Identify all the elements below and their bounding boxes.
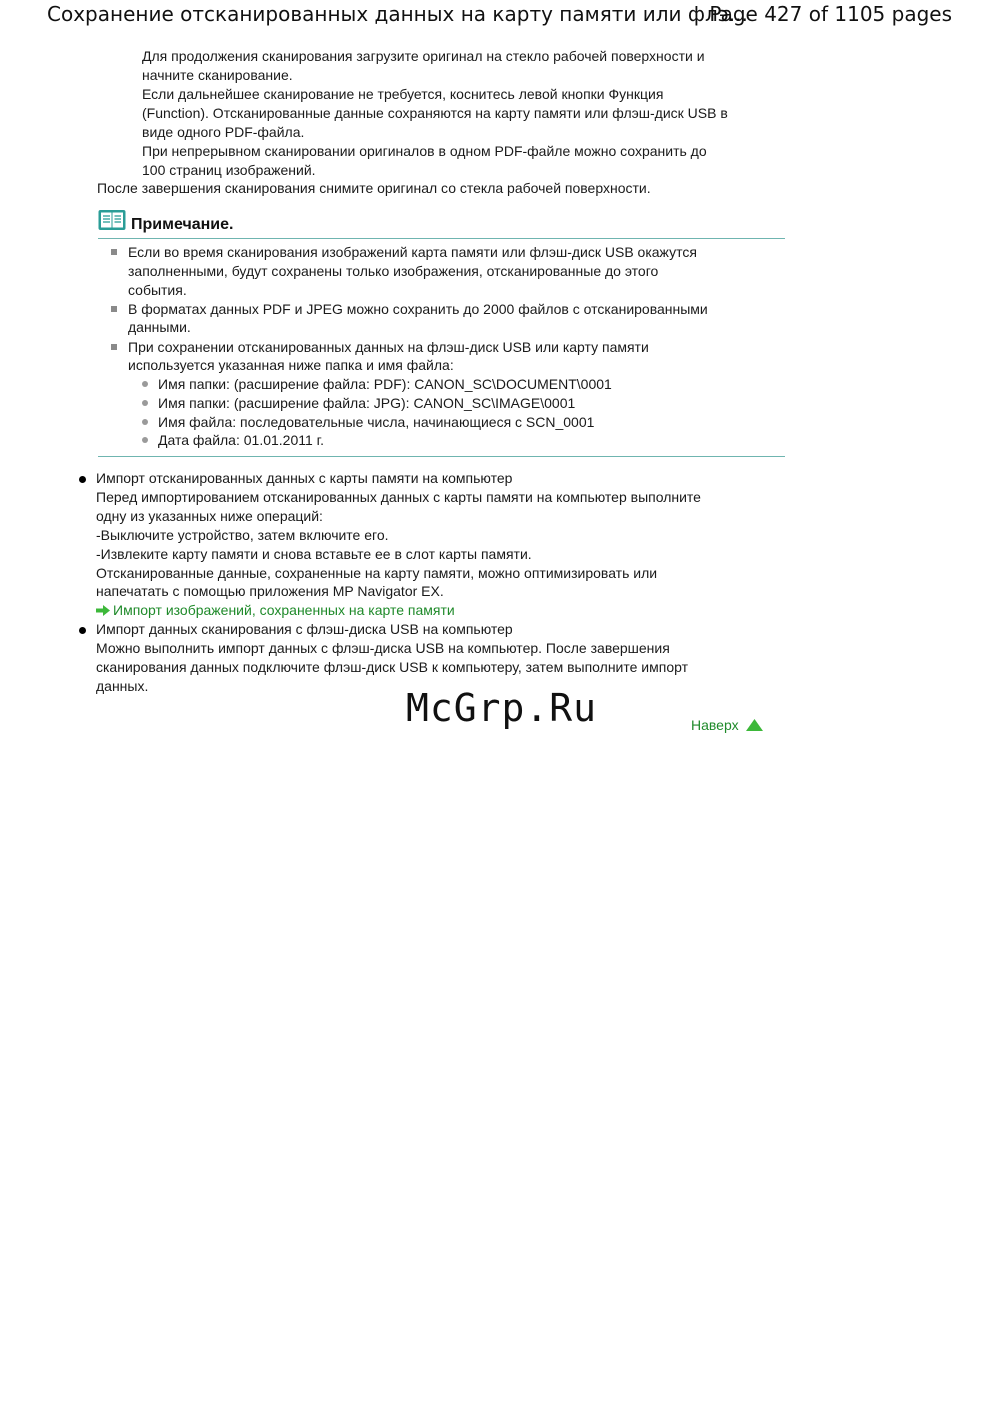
bullet-line: Отсканированные данные, сохраненные на карту памяти, можно оптимизировать или — [96, 565, 658, 581]
round-bullet-icon — [142, 381, 148, 387]
watermark: McGrp.Ru — [406, 686, 598, 730]
bullet-line: одну из указанных ниже операций: — [96, 508, 323, 524]
note-sub-item: Имя папки: (расширение файла: JPG): CANON_SC\IMAGE\0001 — [158, 395, 576, 411]
round-bullet-icon — [142, 437, 148, 443]
arrow-up-icon[interactable] — [746, 719, 763, 732]
bullet-heading: Импорт данных сканирования с флэш-диска USB на компьютер — [96, 621, 513, 637]
arrow-right-icon — [96, 605, 110, 616]
round-bullet-icon — [142, 419, 148, 425]
intro-line: После завершения сканирования снимите оригинал со стекла рабочей поверхности. — [97, 180, 651, 196]
square-bullet-icon — [111, 306, 117, 312]
bullet-line: данных. — [96, 678, 149, 694]
note-divider — [98, 456, 785, 457]
note-item-line: При сохранении отсканированных данных на флэш-диск USB или карту памяти — [128, 339, 649, 355]
intro-line: начните сканирование. — [142, 67, 293, 83]
intro-line: Если дальнейшее сканирование не требуется, коснитесь левой кнопки Функция — [142, 86, 664, 102]
bullet-line: сканирования данных подключите флэш-диск USB к компьютеру, затем выполните импорт — [96, 659, 689, 675]
note-sub-item: Дата файла: 01.01.2011 г. — [158, 432, 324, 448]
back-to-top-link[interactable]: Наверх — [691, 717, 739, 733]
bullet-heading: Импорт отсканированных данных с карты памяти на компьютер — [96, 470, 513, 486]
bullet-line: Перед импортированием отсканированных данных с карты памяти на компьютер выполните — [96, 489, 701, 505]
intro-line: Для продолжения сканирования загрузите оригинал на стекло рабочей поверхности и — [142, 48, 705, 64]
note-item-line: В форматах данных PDF и JPEG можно сохранить до 2000 файлов с отсканированными — [128, 301, 708, 317]
page-counter: Page 427 of 1105 pages — [709, 2, 952, 26]
note-item-line: данными. — [128, 319, 191, 335]
square-bullet-icon — [111, 249, 117, 255]
intro-line: виде одного PDF-файла. — [142, 124, 305, 140]
bullet-line: напечатать с помощью приложения MP Navigator EX. — [96, 583, 444, 599]
round-bullet-icon — [142, 400, 148, 406]
bullet-icon — [79, 627, 86, 634]
intro-line: 100 страниц изображений. — [142, 162, 316, 178]
note-item-line: используется указанная ниже папка и имя файла: — [128, 357, 454, 373]
note-item-line: заполненными, будут сохранены только изображения, отсканированные до этого — [128, 263, 659, 279]
bullet-icon — [79, 476, 86, 483]
import-images-link[interactable]: Импорт изображений, сохраненных на карте памяти — [113, 602, 455, 618]
note-item-line: события. — [128, 282, 187, 298]
intro-line: При непрерывном сканировании оригиналов в одном PDF-файле можно сохранить до — [142, 143, 707, 159]
note-sub-item: Имя файла: последовательные числа, начинающиеся с SCN_0001 — [158, 414, 595, 430]
square-bullet-icon — [111, 344, 117, 350]
note-item-line: Если во время сканирования изображений карта памяти или флэш-диск USB окажутся — [128, 244, 697, 260]
book-icon — [98, 209, 126, 231]
note-header — [98, 208, 785, 239]
bullet-line: Можно выполнить импорт данных с флэш-диска USB на компьютер. После завершения — [96, 640, 670, 656]
intro-line: (Function). Отсканированные данные сохраняются на карту памяти или флэш-диск USB в — [142, 105, 728, 121]
bullet-line: -Выключите устройство, затем включите его. — [96, 527, 389, 543]
note-sub-item: Имя папки: (расширение файла: PDF): CANON_SC\DOCUMENT\0001 — [158, 376, 612, 392]
document-title: Сохранение отсканированных данных на карту памяти или флэ... — [47, 2, 748, 26]
bullet-line: -Извлеките карту памяти и снова вставьте ее в слот карты памяти. — [96, 546, 532, 562]
note-title: Примечание. — [131, 216, 234, 233]
